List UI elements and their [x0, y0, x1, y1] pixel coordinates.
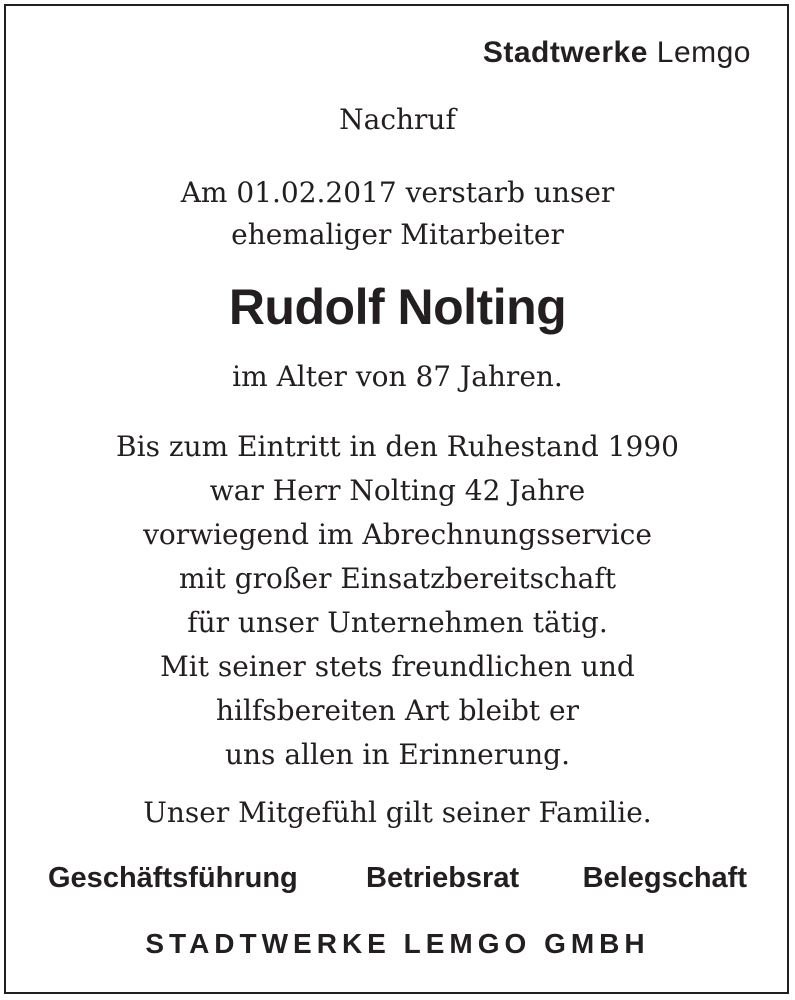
body-line: für unser Unternehmen tätig.	[187, 606, 608, 639]
intro-line: Am 01.02.2017 verstarb unser	[180, 176, 615, 209]
body-line: war Herr Nolting 42 Jahre	[209, 474, 586, 507]
notice-heading: Nachruf	[339, 103, 456, 136]
body-line: hilfsbereiten Art bleibt er	[215, 694, 580, 727]
company-name: STADTWERKE LEMGO GMBH	[145, 928, 650, 959]
condolence-text: Unser Mitgefühl gilt seiner Familie.	[143, 796, 652, 829]
signer-works-council: Betriebsrat	[366, 862, 520, 894]
age-text: im Alter von 87 Jahren.	[232, 360, 563, 393]
body-line: Mit seiner stets freundlichen und	[160, 650, 635, 683]
body-line: Bis zum Eintritt in den Ruhestand 1990	[116, 430, 679, 463]
body-line: vorwiegend im Abrechnungsservice	[143, 518, 652, 551]
body-line: uns allen in Erinnerung.	[224, 738, 571, 771]
intro-line: ehemaliger Mitarbeiter	[231, 218, 564, 251]
deceased-name: Rudolf Nolting	[228, 279, 567, 335]
signers-row	[0, 862, 795, 902]
intro-text	[0, 172, 795, 256]
signer-staff: Belegschaft	[582, 862, 747, 894]
signer-management: Geschäftsführung	[48, 862, 298, 894]
logo-word-bold: Stadtwerke	[482, 36, 648, 69]
body-text	[0, 425, 795, 777]
body-line: mit großer Einsatzbereitschaft	[179, 562, 616, 595]
logo-word-light: Lemgo	[656, 36, 751, 69]
company-logo	[483, 36, 751, 70]
